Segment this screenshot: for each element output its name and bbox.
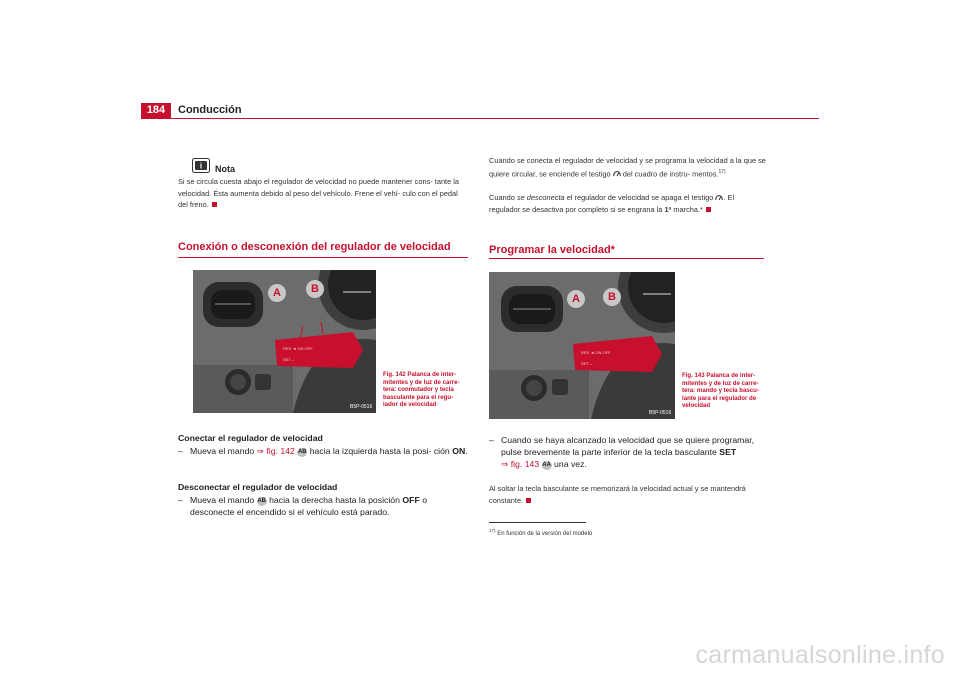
disconnect-heading: Desconectar el regulador de velocidad [178,482,338,492]
list-dash: – [178,446,183,456]
intro-p2-c: . El regulador se desactiva por completo si se engrana la [489,193,735,214]
program-text-post: una vez. [554,459,587,470]
footnote-ref: 17) [718,168,726,175]
end-of-section-mark [526,498,531,503]
svg-text:SET –: SET – [581,361,593,366]
intro-p1-a: Cuando se conecta el regulador de velocidad y se programa la velocidad a la que se quiere circular, se enciende el testigo [489,156,766,178]
header-rule [141,118,819,119]
svg-text:RES ◄ ON OFF: RES ◄ ON OFF [283,346,313,351]
connect-text-post: hacia la izquierda hasta la posi- ción [309,446,450,456]
program-text-pre: Cuando se haya alcanzado la velocidad que se quiere programar, pulse brevemente la parte inferior de la tecla basculante [501,435,755,458]
list-dash: – [489,435,494,445]
intro-p2-gear: 1ª [664,204,672,214]
end-of-section-mark [706,207,711,212]
disconnect-item [178,494,468,518]
program-item [489,434,767,471]
disconnect-text-bold: OFF [402,495,420,505]
figure-code: B5P-0516 [649,410,672,416]
note-text-body: Si se circula cuesta abajo el regulador de velocidad no puede mantener cons- tante la velocidad. Ésta aumenta debido al peso del vehículo. Frene el vehí- culo con el pedal del freno. [178,177,460,209]
figure-label-b [603,288,621,306]
program-text-bold: SET [719,447,737,458]
intro-p2-b: el regulador de velocidad se apaga el testigo [566,193,714,202]
svg-text:i: i [199,161,203,171]
control-label-tag: AB [257,498,266,504]
disconnect-text-pre: Mueva el mando [190,495,255,505]
connect-text-end: . [465,446,468,456]
right-intro-p1 [489,155,767,179]
section-rule [178,257,468,258]
control-label-tag: AB [297,449,307,455]
figure-label-a [268,284,286,302]
footnote [489,528,592,537]
figure-reference-link[interactable]: ⇒ fig. 143 [501,459,540,470]
page-number: 184 [141,103,171,118]
figure-code: B5P-0516 [350,404,373,410]
header-title: Conducción [178,104,242,116]
program-para-text: Al soltar la tecla basculante se memorizará la velocidad actual y se mantendrá constante. [489,484,746,505]
figure-label-b-text: B [608,291,616,303]
intro-p2-em: se desconecta [516,193,565,202]
intro-p2-d: marcha.* [673,204,703,214]
note-title: Nota [215,164,235,174]
section-title-program: Programar la velocidad* [489,244,615,256]
figure-label-a [567,290,585,308]
connect-heading: Conectar el regulador de velocidad [178,433,323,443]
section-rule [489,258,764,259]
connect-text-bold: ON [452,446,466,456]
connect-item [178,445,468,457]
connect-text-pre: Mueva el mando [190,446,255,456]
control-label-tag: AA [542,462,551,469]
figure-label-a-text: A [273,287,281,299]
figure-label-b-text: B [311,283,319,295]
intro-p1-b: del cuadro de instru- mentos. [622,168,719,178]
list-dash: – [178,495,183,505]
end-of-section-mark [212,202,217,207]
note-text [178,176,468,211]
figure-label-a-text: A [572,293,580,305]
cruise-warning-light-icon [613,169,621,176]
right-intro-p2 [489,192,767,215]
program-para [489,483,767,506]
figure-143 [489,272,675,419]
footnote-rule [489,522,586,523]
footnote-mark: 17) [489,528,496,533]
svg-text:RES ◄ ON OFF: RES ◄ ON OFF [581,350,611,355]
watermark: carmanualsonline.info [695,641,945,669]
disconnect-text-end: o desconecte el encendido si el vehículo está parado. [190,495,428,518]
section-title-connect: Conexión o desconexión del regulador de velocidad [178,241,451,253]
figure-caption-142: Fig. 142 Palanca de inter- mitentes y de luz de carre- tera: conmutador y tecla basculante para el regu- lador de velocidad [383,371,460,409]
intro-p2-a: Cuando [489,193,515,202]
disconnect-text-post: hacia la derecha hasta la posición [269,495,400,505]
figure-caption-143: Fig. 143 Palanca de inter- mitentes y de luz de carre- tera: mando y tecla bascu- lante para el regulador de velocidad [682,372,759,410]
figure-142 [193,270,376,413]
footnote-text: En función de la versión del modelo [497,531,593,537]
figure-label-b [306,280,324,298]
svg-text:SET –: SET – [283,357,295,362]
figure-reference-link[interactable]: ⇒ fig. 142 [256,446,295,456]
note-icon [192,158,210,173]
